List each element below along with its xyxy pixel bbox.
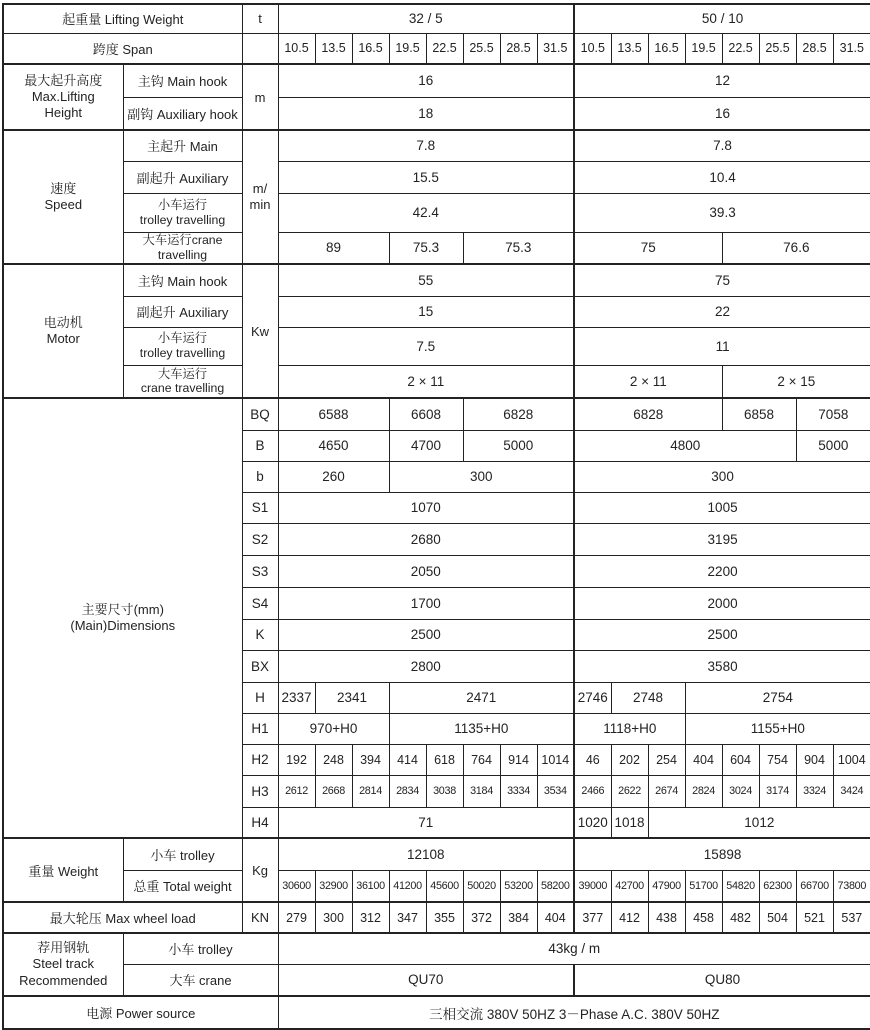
dim-code-bq: BQ	[242, 398, 278, 430]
max-wheel-load-cell-13: 458	[685, 902, 722, 933]
span-cell-3: 13.5	[315, 33, 352, 64]
dim-code-b: B	[242, 430, 278, 461]
dim-h3-cell-3: 2814	[352, 775, 389, 807]
weight-trolley-sublabel: 小车 trolley	[123, 838, 242, 870]
motor-aux-sublabel: 副起升 Auxiliary	[123, 296, 242, 327]
weight-total-cell-8: 58200	[537, 870, 574, 902]
span-cell-14: 22.5	[722, 33, 759, 64]
span-cell-10: 10.5	[574, 33, 611, 64]
dim-h3-cell-10: 2622	[611, 775, 648, 807]
weight-total-cell-12: 51700	[685, 870, 722, 902]
dim-h2-cell-6: 764	[463, 744, 500, 775]
motor-trolley-cell-2: 11	[574, 327, 870, 365]
dimensions-label: 主要尺寸(mm) (Main)Dimensions	[3, 398, 242, 838]
dim-b-cell-4: 4800	[574, 430, 796, 461]
weight-total-row	[3, 870, 870, 902]
weight-total-cell-16: 73800	[833, 870, 870, 902]
dim-bq-cell-3: 6608	[389, 398, 463, 430]
weight-total-cell-6: 50020	[463, 870, 500, 902]
dim-h2-cell-8: 1014	[537, 744, 574, 775]
lifting-weight-row	[3, 4, 870, 33]
span-cell-7: 25.5	[463, 33, 500, 64]
dim-k-cell-1: 2500	[278, 619, 574, 650]
speed-aux-sublabel: 副起升 Auxiliary	[123, 161, 242, 193]
dim-s2-cell-1: 2680	[278, 523, 574, 555]
lifting-weight-label: 起重量 Lifting Weight	[3, 4, 242, 33]
dim-b-cell-3: 5000	[463, 430, 574, 461]
dim-code-s3: S3	[242, 555, 278, 587]
motor-trolley-row	[3, 327, 870, 365]
capacity-50-10: 50 / 10	[574, 4, 870, 33]
dim-h3-cell-2: 2668	[315, 775, 352, 807]
dim-h2-cell-11: 254	[648, 744, 685, 775]
dim-h3-cell-5: 3038	[426, 775, 463, 807]
dim-code-bx: BX	[242, 650, 278, 682]
speed-crane-cell-3: 75.3	[463, 232, 574, 264]
speed-aux-cell-2: 10.4	[574, 161, 870, 193]
weight-total-cell-5: 45600	[426, 870, 463, 902]
unit-t: t	[242, 4, 278, 33]
weight-total-sublabel: 总重 Total weight	[123, 870, 242, 902]
max-wheel-load-cell-10: 377	[574, 902, 611, 933]
max-wheel-load-cell-14: 482	[722, 902, 759, 933]
dim-h-cell-2: 2341	[315, 682, 389, 713]
unit-kn: KN	[242, 902, 278, 933]
dim-bq-cell-5: 6828	[574, 398, 722, 430]
dim-h2-cell-4: 414	[389, 744, 426, 775]
track-crane-row	[3, 964, 870, 996]
dim-h4-cell-3: 1018	[611, 807, 648, 838]
max-wheel-load-row	[3, 902, 870, 933]
dim-b-cell-1: 4650	[278, 430, 389, 461]
dim-h-cell-5: 2748	[611, 682, 685, 713]
motor-aux-cell-1: 15	[278, 296, 574, 327]
spec-table-body	[3, 4, 870, 1029]
dim-h3-cell-8: 3534	[537, 775, 574, 807]
dim-b2-cell-2: 300	[389, 461, 574, 492]
span-cell-17: 31.5	[833, 33, 870, 64]
dim-h3-cell-1: 2612	[278, 775, 315, 807]
dim-code-h3: H3	[242, 775, 278, 807]
unit-kg: Kg	[242, 838, 278, 902]
dim-h2-cell-9: 46	[574, 744, 611, 775]
power-source-row	[3, 996, 870, 1029]
dim-h2-cell-13: 604	[722, 744, 759, 775]
max-wheel-load-cell-4: 312	[352, 902, 389, 933]
dim-h2-cell-5: 618	[426, 744, 463, 775]
hook-main-cell-4: 12	[574, 64, 870, 97]
span-label: 跨度 Span	[3, 33, 242, 64]
speed-main-cell-4: 7.8	[574, 130, 870, 161]
dim-h3-cell-6: 3184	[463, 775, 500, 807]
dim-bx-cell-1: 2800	[278, 650, 574, 682]
unit-m-min: m/ min	[242, 130, 278, 264]
dim-code-h1: H1	[242, 713, 278, 744]
max-lifting-height-label: 最大起升高度 Max.Lifting Height	[3, 64, 123, 130]
dim-b2-cell-3: 300	[574, 461, 870, 492]
motor-aux-row	[3, 296, 870, 327]
dim-s1-cell-2: 1005	[574, 492, 870, 523]
dim-bq-cell-2: 6588	[278, 398, 389, 430]
dim-h3-cell-14: 3174	[759, 775, 796, 807]
hook-main-cell-3: 16	[278, 64, 574, 97]
weight-total-cell-1: 30600	[278, 870, 315, 902]
motor-crane-sublabel: 大车运行 crane travelling	[123, 365, 242, 398]
dim-k-cell-2: 2500	[574, 619, 870, 650]
dim-h-cell-4: 2746	[574, 682, 611, 713]
dim-h1-cell-4: 1155+H0	[685, 713, 870, 744]
dim-h-cell-1: 2337	[278, 682, 315, 713]
speed-crane-cell-2: 75.3	[389, 232, 463, 264]
dim-h3-cell-13: 3024	[722, 775, 759, 807]
dim-s1-cell-1: 1070	[278, 492, 574, 523]
dim-h2-cell-12: 404	[685, 744, 722, 775]
speed-crane-sublabel: 大车运行crane travelling	[123, 232, 242, 264]
main-hook-sublabel: 主钩 Main hook	[123, 64, 242, 97]
dim-h3-cell-12: 2824	[685, 775, 722, 807]
speed-crane-cell-5: 76.6	[722, 232, 870, 264]
speed-trolley-cell-2: 39.3	[574, 193, 870, 232]
span-cell-15: 25.5	[759, 33, 796, 64]
max-wheel-load-cell-9: 404	[537, 902, 574, 933]
dim-h2-cell-15: 904	[796, 744, 833, 775]
dim-code-s1: S1	[242, 492, 278, 523]
speed-main-sublabel: 主起升 Main	[123, 130, 242, 161]
weight-total-cell-13: 54820	[722, 870, 759, 902]
dim-code-k: K	[242, 619, 278, 650]
span-cell-8: 28.5	[500, 33, 537, 64]
track-crane-sublabel: 大车 crane	[123, 964, 278, 996]
weight-total-cell-15: 66700	[796, 870, 833, 902]
weight-label: 重量 Weight	[3, 838, 123, 902]
dim-code-b-small: b	[242, 461, 278, 492]
aux-hook-sublabel: 副钩 Auxiliary hook	[123, 97, 242, 130]
weight-trolley-row	[3, 838, 870, 870]
weight-total-cell-7: 53200	[500, 870, 537, 902]
weight-total-cell-9: 39000	[574, 870, 611, 902]
motor-label: 电动机 Motor	[3, 264, 123, 398]
hook-main-row	[3, 64, 870, 97]
speed-trolley-sublabel: 小车运行 trolley travelling	[123, 193, 242, 232]
dim-h2-cell-16: 1004	[833, 744, 870, 775]
max-wheel-load-cell-6: 355	[426, 902, 463, 933]
dim-h2-cell-1: 192	[278, 744, 315, 775]
motor-aux-cell-2: 22	[574, 296, 870, 327]
hook-aux-cell-1: 18	[278, 97, 574, 130]
span-cell-12: 16.5	[648, 33, 685, 64]
max-wheel-load-cell-5: 347	[389, 902, 426, 933]
unit-m: m	[242, 64, 278, 130]
speed-crane-row	[3, 232, 870, 264]
max-wheel-load-cell-11: 412	[611, 902, 648, 933]
motor-trolley-sublabel: 小车运行 trolley travelling	[123, 327, 242, 365]
dim-bq-cell-4: 6828	[463, 398, 574, 430]
dim-h4-cell-4: 1012	[648, 807, 870, 838]
track-crane-left: QU70	[278, 964, 574, 996]
dim-h2-cell-7: 914	[500, 744, 537, 775]
span-cell-4: 16.5	[352, 33, 389, 64]
dim-h2-cell-2: 248	[315, 744, 352, 775]
motor-crane-row	[3, 365, 870, 398]
power-source-label: 电源 Power source	[3, 996, 278, 1029]
max-wheel-load-cell-15: 504	[759, 902, 796, 933]
span-cell-6: 22.5	[426, 33, 463, 64]
max-wheel-load-cell-17: 537	[833, 902, 870, 933]
speed-main-cell-3: 7.8	[278, 130, 574, 161]
dim-h1-cell-3: 1118+H0	[574, 713, 685, 744]
dim-h4-cell-2: 1020	[574, 807, 611, 838]
steel-track-label: 荐用钢轨 Steel track Recommended	[3, 933, 123, 996]
dim-h-cell-6: 2754	[685, 682, 870, 713]
speed-label: 速度 Speed	[3, 130, 123, 264]
dim-h3-cell-11: 2674	[648, 775, 685, 807]
span-row	[3, 33, 870, 64]
dim-code-h4: H4	[242, 807, 278, 838]
dim-s4-cell-1: 1700	[278, 587, 574, 619]
speed-trolley-row	[3, 193, 870, 232]
dim-h1-cell-1: 970+H0	[278, 713, 389, 744]
max-wheel-load-cell-2: 279	[278, 902, 315, 933]
dim-s2-cell-2: 3195	[574, 523, 870, 555]
dim-code-s2: S2	[242, 523, 278, 555]
dim-bx-cell-2: 3580	[574, 650, 870, 682]
dim-h1-cell-2: 1135+H0	[389, 713, 574, 744]
spec-table	[2, 3, 870, 1030]
dim-s3-cell-1: 2050	[278, 555, 574, 587]
dim-h2-cell-14: 754	[759, 744, 796, 775]
weight-trolley-cell-3: 12108	[278, 838, 574, 870]
speed-crane-cell-4: 75	[574, 232, 722, 264]
dim-b-cell-5: 5000	[796, 430, 870, 461]
motor-trolley-cell-1: 7.5	[278, 327, 574, 365]
weight-total-cell-10: 42700	[611, 870, 648, 902]
speed-aux-cell-1: 15.5	[278, 161, 574, 193]
track-crane-right: QU80	[574, 964, 870, 996]
dim-bq-cell-6: 6858	[722, 398, 796, 430]
dim-bq-row	[3, 398, 870, 430]
span-cell-5: 19.5	[389, 33, 426, 64]
speed-aux-row	[3, 161, 870, 193]
hook-aux-row	[3, 97, 870, 130]
unit-span-empty	[242, 33, 278, 64]
dim-h4-cell-1: 71	[278, 807, 574, 838]
dim-code-s4: S4	[242, 587, 278, 619]
track-trolley-value: 43kg / m	[278, 933, 870, 964]
dim-h3-cell-4: 2834	[389, 775, 426, 807]
motor-main-sublabel: 主钩 Main hook	[123, 264, 242, 296]
weight-total-cell-3: 36100	[352, 870, 389, 902]
max-wheel-load-cell-3: 300	[315, 902, 352, 933]
hook-aux-cell-2: 16	[574, 97, 870, 130]
speed-main-row	[3, 130, 870, 161]
max-wheel-load-cell-8: 384	[500, 902, 537, 933]
dim-h2-cell-3: 394	[352, 744, 389, 775]
max-wheel-load-cell-12: 438	[648, 902, 685, 933]
dim-s3-cell-2: 2200	[574, 555, 870, 587]
max-wheel-load-label: 最大轮压 Max wheel load	[3, 902, 242, 933]
weight-total-cell-11: 47900	[648, 870, 685, 902]
dim-code-h2: H2	[242, 744, 278, 775]
max-wheel-load-cell-16: 521	[796, 902, 833, 933]
span-cell-2: 10.5	[278, 33, 315, 64]
span-cell-13: 19.5	[685, 33, 722, 64]
max-wheel-load-cell-7: 372	[463, 902, 500, 933]
motor-main-row	[3, 264, 870, 296]
speed-trolley-cell-1: 42.4	[278, 193, 574, 232]
motor-crane-cell-3: 2 × 15	[722, 365, 870, 398]
dim-h3-cell-15: 3324	[796, 775, 833, 807]
weight-total-cell-14: 62300	[759, 870, 796, 902]
weight-total-cell-2: 32900	[315, 870, 352, 902]
motor-crane-cell-2: 2 × 11	[574, 365, 722, 398]
track-trolley-row	[3, 933, 870, 964]
dim-b2-cell-1: 260	[278, 461, 389, 492]
weight-total-cell-4: 41200	[389, 870, 426, 902]
dim-h-cell-3: 2471	[389, 682, 574, 713]
dim-s4-cell-2: 2000	[574, 587, 870, 619]
dim-bq-cell-7: 7058	[796, 398, 870, 430]
dim-h2-cell-10: 202	[611, 744, 648, 775]
dim-h3-cell-7: 3334	[500, 775, 537, 807]
capacity-32-5: 32 / 5	[278, 4, 574, 33]
track-trolley-sublabel: 小车 trolley	[123, 933, 278, 964]
unit-kw: Kw	[242, 264, 278, 398]
speed-crane-cell-1: 89	[278, 232, 389, 264]
span-cell-9: 31.5	[537, 33, 574, 64]
span-cell-16: 28.5	[796, 33, 833, 64]
power-source-value: 三相交流 380V 50HZ 3－Phase A.C. 380V 50HZ	[278, 996, 870, 1029]
dim-h3-cell-16: 3424	[833, 775, 870, 807]
weight-trolley-cell-4: 15898	[574, 838, 870, 870]
dim-code-h: H	[242, 682, 278, 713]
dim-h3-cell-9: 2466	[574, 775, 611, 807]
motor-main-cell-4: 75	[574, 264, 870, 296]
motor-main-cell-3: 55	[278, 264, 574, 296]
span-cell-11: 13.5	[611, 33, 648, 64]
motor-crane-cell-1: 2 × 11	[278, 365, 574, 398]
dim-b-cell-2: 4700	[389, 430, 463, 461]
